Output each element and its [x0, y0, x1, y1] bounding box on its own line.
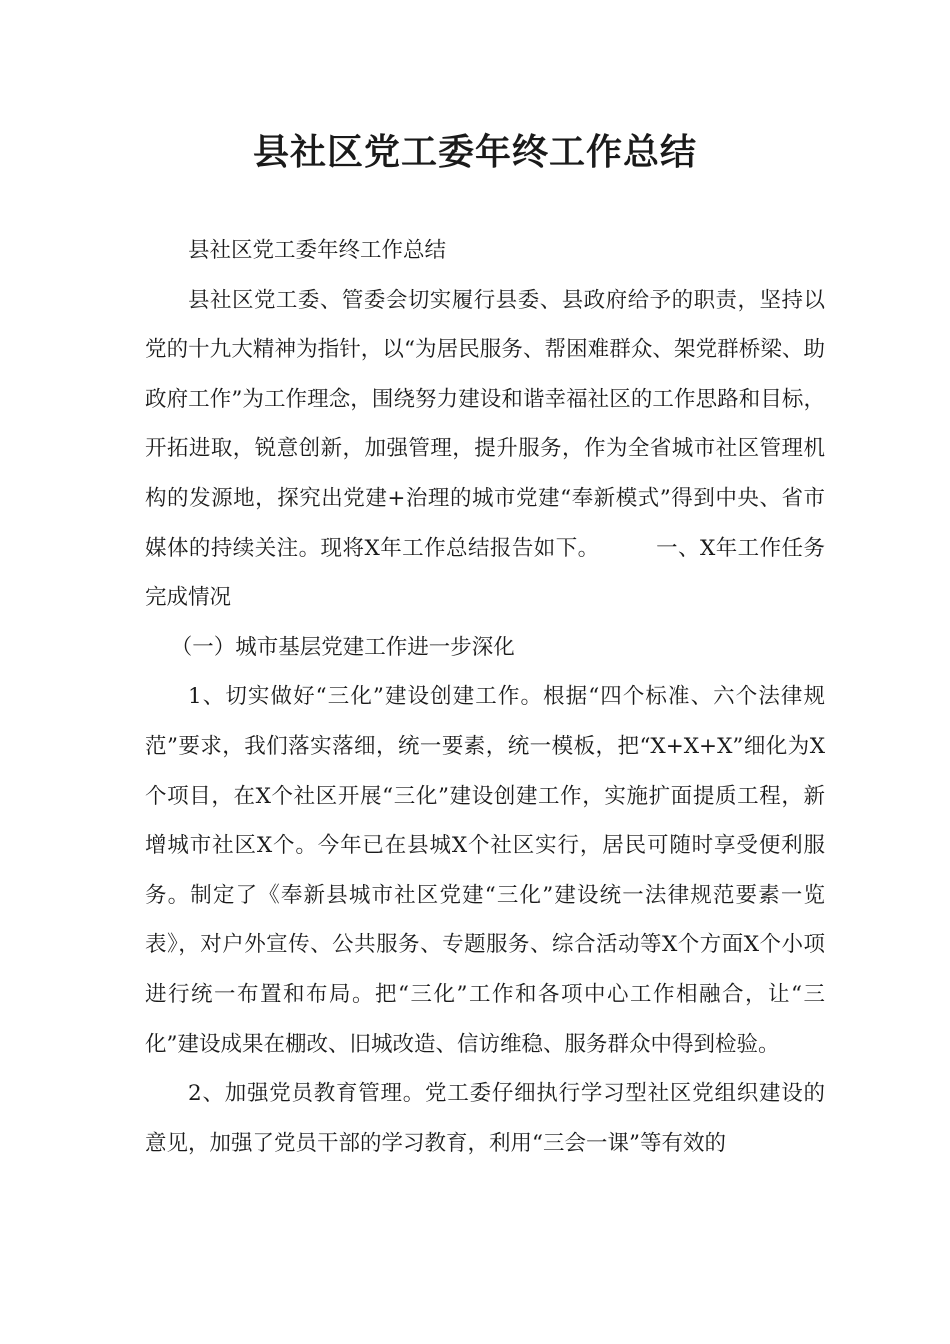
document-body	[145, 226, 825, 1168]
document-title: 县社区党工委年终工作总结	[252, 132, 697, 173]
paragraph-subtitle: 县社区党工委年终工作总结	[188, 238, 447, 263]
paragraph-item-2: 2、加强党员教育管理。党工委仔细执行学习型社区党组织建设的意见，加强了党员干部的学习教育，利用“三会一课”等有效的	[145, 1081, 825, 1156]
paragraph-item-1: 1、切实做好“三化”建设创建工作。根据“四个标准、六个法律规范”要求，我们落实落细，统一要素，统一模板，把“X+X+X”细化为X个项目，在X个社区开展“三化”建设创建工作，实施扩面提质工程，新增城市社区X个。今年已在县城X个社区实行，居民可随时享受便利服务。制定了《奉新县城市社区党建“三化”建设统一法律规范要素一览表》，对户外宣传、公共服务、专题服务、综合活动等X个方面X个小项进行统一布置和布局。把“三化”工作和各项中心工作相融合，让“三化”建设成果在棚改、旧城改造、信访维稳、服务群众中得到检验。	[145, 684, 825, 1057]
paragraph-intro-text: 县社区党工委、管委会切实履行县委、县政府给予的职责，坚持以党的十九大精神为指针，以“为居民服务、帮困难群众、架党群桥梁、助政府工作”为工作理念，围绕努力建设和谐幸福社区的工作思路和目标，开拓进取，锐意创新，加强管理，提升服务，作为全省城市社区管理机构的发源地，探究出党建+治理的城市党建“奉新模式”得到中央、省市媒体的持续关注。现将X年工作总结报告如下。	[145, 287, 825, 561]
paragraph-intro	[145, 276, 825, 623]
subsection-heading-1: （一）城市基层党建工作进一步深化	[170, 634, 515, 660]
section-heading-1: 一、X年工作任务完成情况	[145, 535, 825, 611]
